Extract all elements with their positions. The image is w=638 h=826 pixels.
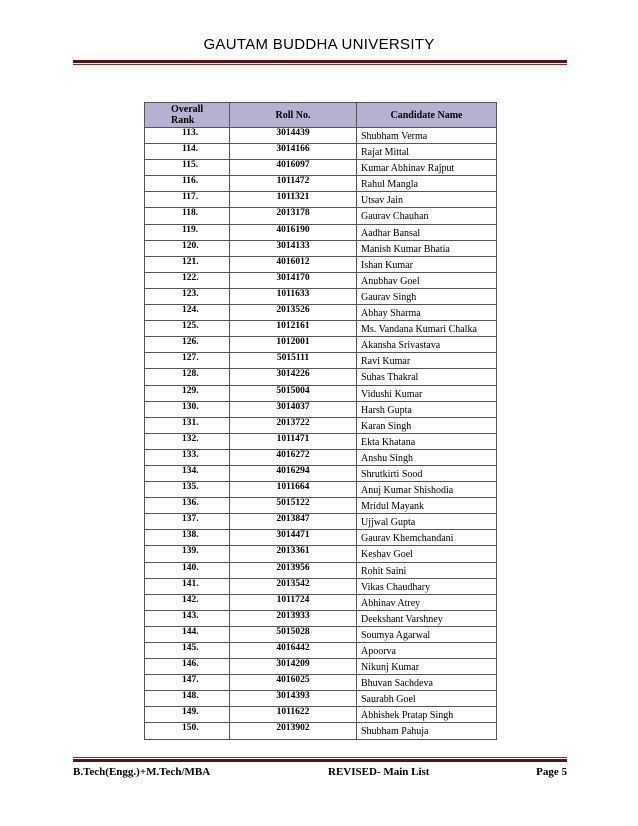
table-row (145, 240, 497, 256)
cell-roll-no: 1011472 (230, 176, 357, 192)
footer-list-title: REVISED- Main List (328, 766, 430, 778)
table-row (145, 321, 497, 337)
cell-rank: 126. (145, 337, 230, 353)
table-row (145, 176, 497, 192)
cell-rank: 144. (145, 626, 230, 642)
cell-candidate-name: Rahul Mangla (357, 176, 497, 192)
table-row (145, 272, 497, 288)
cell-candidate-name: Rohit Saini (357, 562, 497, 578)
cell-roll-no: 4016025 (230, 675, 357, 691)
cell-roll-no: 5015028 (230, 626, 357, 642)
cell-rank: 113. (145, 128, 230, 144)
cell-rank: 119. (145, 224, 230, 240)
cell-roll-no: 1011664 (230, 482, 357, 498)
cell-rank: 115. (145, 160, 230, 176)
cell-candidate-name: Shubham Verma (357, 128, 497, 144)
cell-candidate-name: Shubham Pahuja (357, 723, 497, 739)
cell-rank: 139. (145, 546, 230, 562)
cell-roll-no: 4016442 (230, 643, 357, 659)
table-row (145, 160, 497, 176)
cell-candidate-name: Ms. Vandana Kumari Chalka (357, 321, 497, 337)
table-row (145, 208, 497, 224)
cell-roll-no: 4016272 (230, 449, 357, 465)
cell-candidate-name: Abhinav Atrey (357, 594, 497, 610)
table-row (145, 401, 497, 417)
cell-roll-no: 5015122 (230, 498, 357, 514)
cell-rank: 138. (145, 530, 230, 546)
cell-roll-no: 3014170 (230, 272, 357, 288)
footer-rule-thin (73, 757, 567, 758)
cell-candidate-name: Ekta Khatana (357, 433, 497, 449)
cell-rank: 150. (145, 723, 230, 739)
cell-rank: 128. (145, 369, 230, 385)
cell-candidate-name: Keshav Goel (357, 546, 497, 562)
cell-roll-no: 3014133 (230, 240, 357, 256)
cell-rank: 114. (145, 144, 230, 160)
table-row (145, 546, 497, 562)
cell-rank: 149. (145, 707, 230, 723)
cell-roll-no: 2013722 (230, 417, 357, 433)
cell-candidate-name: Deekshant Varshney (357, 610, 497, 626)
cell-roll-no: 4016097 (230, 160, 357, 176)
cell-roll-no: 4016294 (230, 465, 357, 481)
cell-candidate-name: Ujjwal Gupta (357, 514, 497, 530)
cell-roll-no: 1011321 (230, 192, 357, 208)
table-row (145, 562, 497, 578)
header-rule-thin (73, 64, 567, 65)
table-row (145, 707, 497, 723)
cell-candidate-name: Anubhav Goel (357, 272, 497, 288)
cell-roll-no: 5015111 (230, 353, 357, 369)
table-row (145, 353, 497, 369)
table-row (145, 530, 497, 546)
table-row (145, 498, 497, 514)
cell-roll-no: 3014393 (230, 691, 357, 707)
cell-rank: 137. (145, 514, 230, 530)
cell-rank: 122. (145, 272, 230, 288)
table-row (145, 643, 497, 659)
cell-candidate-name: Anuj Kumar Shishodia (357, 482, 497, 498)
table-row (145, 610, 497, 626)
cell-candidate-name: Harsh Gupta (357, 401, 497, 417)
table-row (145, 128, 497, 144)
cell-candidate-name: Saurabh Goel (357, 691, 497, 707)
cell-roll-no: 2013933 (230, 610, 357, 626)
cell-candidate-name: Kumar Abhinav Rajput (357, 160, 497, 176)
cell-candidate-name: Utsav Jain (357, 192, 497, 208)
cell-roll-no: 3014226 (230, 369, 357, 385)
cell-rank: 127. (145, 353, 230, 369)
cell-rank: 143. (145, 610, 230, 626)
table-row (145, 691, 497, 707)
cell-candidate-name: Mridul Mayank (357, 498, 497, 514)
cell-candidate-name: Shrutkirti Sood (357, 465, 497, 481)
footer-program: B.Tech(Engg.)+M.Tech/MBA (73, 766, 211, 778)
table-row (145, 723, 497, 739)
cell-candidate-name: Abhishek Pratap Singh (357, 707, 497, 723)
cell-rank: 141. (145, 578, 230, 594)
cell-roll-no: 1011633 (230, 288, 357, 304)
cell-roll-no: 5015004 (230, 385, 357, 401)
table-row (145, 385, 497, 401)
cell-rank: 132. (145, 433, 230, 449)
cell-roll-no: 1011471 (230, 433, 357, 449)
cell-rank: 134. (145, 465, 230, 481)
cell-rank: 124. (145, 305, 230, 321)
cell-roll-no: 2013542 (230, 578, 357, 594)
cell-rank: 142. (145, 594, 230, 610)
header-rule (73, 60, 567, 63)
cell-candidate-name: Manish Kumar Bhatia (357, 240, 497, 256)
cell-rank: 135. (145, 482, 230, 498)
cell-roll-no: 2013902 (230, 723, 357, 739)
cell-rank: 147. (145, 675, 230, 691)
cell-candidate-name: Rajat Mittal (357, 144, 497, 160)
cell-roll-no: 1011724 (230, 594, 357, 610)
cell-candidate-name: Karan Singh (357, 417, 497, 433)
cell-rank: 140. (145, 562, 230, 578)
table-row (145, 305, 497, 321)
table-row (145, 626, 497, 642)
cell-roll-no: 3014209 (230, 659, 357, 675)
cell-candidate-name: Nikunj Kumar (357, 659, 497, 675)
cell-rank: 136. (145, 498, 230, 514)
column-header-rank: Overall Rank (145, 103, 230, 128)
cell-roll-no: 2013526 (230, 305, 357, 321)
table-row (145, 288, 497, 304)
column-header-roll: Roll No. (230, 103, 357, 128)
page-title: GAUTAM BUDDHA UNIVERSITY (203, 36, 435, 53)
cell-candidate-name: Soumya Agarwal (357, 626, 497, 642)
cell-candidate-name: Anshu Singh (357, 449, 497, 465)
table-row (145, 578, 497, 594)
cell-rank: 121. (145, 256, 230, 272)
cell-candidate-name: Abhay Sharma (357, 305, 497, 321)
cell-rank: 133. (145, 449, 230, 465)
table-row (145, 417, 497, 433)
cell-rank: 146. (145, 659, 230, 675)
cell-roll-no: 3014166 (230, 144, 357, 160)
table-row (145, 465, 497, 481)
cell-roll-no: 3014471 (230, 530, 357, 546)
cell-roll-no: 2013178 (230, 208, 357, 224)
table-row (145, 482, 497, 498)
footer-page-number: Page 5 (536, 766, 567, 778)
table-row (145, 192, 497, 208)
cell-rank: 145. (145, 643, 230, 659)
cell-rank: 120. (145, 240, 230, 256)
cell-roll-no: 3014439 (230, 128, 357, 144)
table-row (145, 659, 497, 675)
cell-candidate-name: Suhas Thakral (357, 369, 497, 385)
cell-candidate-name: Akansha Srivastava (357, 337, 497, 353)
cell-candidate-name: Gaurav Singh (357, 288, 497, 304)
cell-roll-no: 4016190 (230, 224, 357, 240)
cell-roll-no: 3014037 (230, 401, 357, 417)
merit-list-table (144, 102, 497, 740)
table-row (145, 256, 497, 272)
table-row (145, 144, 497, 160)
cell-rank: 148. (145, 691, 230, 707)
cell-candidate-name: Bhuvan Sachdeva (357, 675, 497, 691)
cell-roll-no: 1012161 (230, 321, 357, 337)
footer-rule (73, 759, 567, 762)
cell-rank: 129. (145, 385, 230, 401)
cell-rank: 123. (145, 288, 230, 304)
column-header-name: Candidate Name (357, 103, 497, 128)
cell-roll-no: 4016012 (230, 256, 357, 272)
table-row (145, 675, 497, 691)
cell-roll-no: 2013847 (230, 514, 357, 530)
cell-rank: 125. (145, 321, 230, 337)
table-row (145, 433, 497, 449)
table-row (145, 369, 497, 385)
cell-candidate-name: Vikas Chaudhary (357, 578, 497, 594)
cell-candidate-name: Gaurav Khemchandani (357, 530, 497, 546)
cell-candidate-name: Aadhar Bansal (357, 224, 497, 240)
cell-candidate-name: Ishan Kumar (357, 256, 497, 272)
cell-rank: 130. (145, 401, 230, 417)
cell-roll-no: 2013361 (230, 546, 357, 562)
cell-rank: 118. (145, 208, 230, 224)
merit-list-table-container (144, 102, 496, 740)
cell-roll-no: 1011622 (230, 707, 357, 723)
cell-roll-no: 1012001 (230, 337, 357, 353)
cell-candidate-name: Ravi Kumar (357, 353, 497, 369)
table-body (145, 128, 497, 740)
cell-rank: 116. (145, 176, 230, 192)
table-row (145, 594, 497, 610)
cell-candidate-name: Vidushi Kumar (357, 385, 497, 401)
cell-rank: 131. (145, 417, 230, 433)
table-header-row (145, 103, 497, 128)
cell-roll-no: 2013956 (230, 562, 357, 578)
table-row (145, 449, 497, 465)
table-row (145, 337, 497, 353)
table-row (145, 224, 497, 240)
cell-candidate-name: Gaurav Chauhan (357, 208, 497, 224)
table-row (145, 514, 497, 530)
cell-rank: 117. (145, 192, 230, 208)
cell-candidate-name: Apoorva (357, 643, 497, 659)
